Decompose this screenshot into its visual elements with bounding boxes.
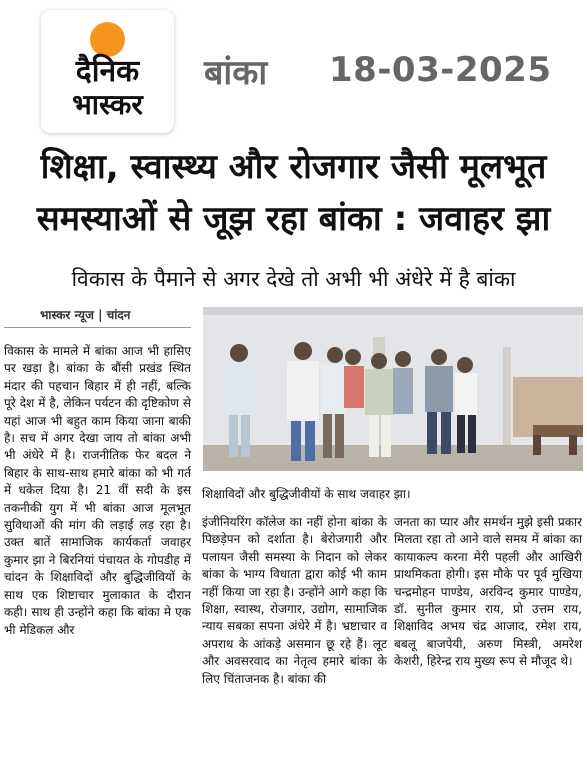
edition-city: बांका [204,53,268,93]
headline-line1: शिक्षा, स्वास्थ्य और रोजगार जैसी मूलभूत [40,147,547,187]
sun-icon [90,22,125,57]
article-column-2 [202,514,387,688]
photo-caption: शिक्षाविदों और बुद्धिजीवीयों के साथ जवाहर झा। [202,487,411,501]
column-3-text: जनता का प्यार और समर्थन मुझे इसी प्रकार मिलता रहा तो आने वाले समय में बांका का कायाकल्प करना मेरी पहली और आखिरी प्राथमिकता होगी। इस मौके पर पूर्व मुखिया चन्द्रमोहन पाण्डेय, अरविन्द कुमार पाण्डेय, डॉ. सुनील कुमार राय, प्रो उत्तम राय, शिक्षाविद अभय चंद्र आजाद, रमेश राय, बबलू बाजपेयी, अरुण मिस्त्री, अमरेश केशरी, हिरेन्द्र राय मुख्य रूप से मौजूद थे। [394,515,582,669]
article-photo [203,307,583,471]
article-column-3 [394,514,582,671]
subheadline: विकास के पैमाने से अगर देखे तो अभी भी अंधेरे में है बांका [71,267,516,291]
article-column-1 [4,343,191,639]
column-2-text: इंजीनियरिंग कॉलेज का नहीं होना बांका के पिछड़ेपन को दर्शाता है। बेरोजगारी और पलायन जैसी समस्या के निदान को लेकर बांका के भाग्य विधाता द्वारा कोई भी काम नहीं किया जा रहा है। उन्होंने आगे कहा कि शिक्षा, स्वास्थ, रोजगार, उद्योग, सामाजिक न्याय सबका सपना अंधेरे में है। भ्रष्टाचार व अपराध के आंकड़े असमान छू रहे हैं। लूट और अवसरवाद का नेतृत्व हमारे बांका के लिए चिंताजनक है। बांका की [202,515,387,686]
dainik-bhaskar-logo [41,10,174,133]
headline-line2: समस्याओं से जूझ रहा बांका : जवाहर झा [36,199,551,239]
byline: भास्कर न्यूज | चांदन [40,308,131,322]
edition-date: 18-03-2025 [329,50,552,90]
logo-text-line2: भास्कर [72,88,143,121]
logo-text-line1: दैनिक [75,54,140,89]
column-1-text: विकास के मामले में बांका आज भी हासिए पर खड़ा है। बांका के बौंसी प्रखंड स्थित मंदार की पहचान बिहार में ही नहीं, बल्कि पूरे देश में है, लेकिन पर्यटन की दृष्टिकोण से यहां आज भी बहुत काम किया जाना बाकी है। सच में अगर देखा जाय तो बांका अभी भी अंधेरे में है। राजनीतिक फेर बदल ने बिहार के साथ-साथ हमारे बांका को भी गर्त में धकेल दिया है। 21 वीं सदी के इस तकनीकी युग में भी बांका आज मूलभूत सुविधाओं की मांग की लड़ाई लड़ रहा है। उक्त बातें सामाजिक कार्यकर्ता जवाहर कुमार झा ने बिरनियां पंचायत के गोपडीह में चांदन के शिक्षाविदों और बुद्धिजीवियों के साथ एक शिष्टाचार मुलाकात के दौरान कही। साथ ही उन्होंने कहा कि बांका मे एक भी मेडिकल और [4,344,191,637]
byline-divider [4,327,191,328]
group-photo-illustration [203,307,583,471]
